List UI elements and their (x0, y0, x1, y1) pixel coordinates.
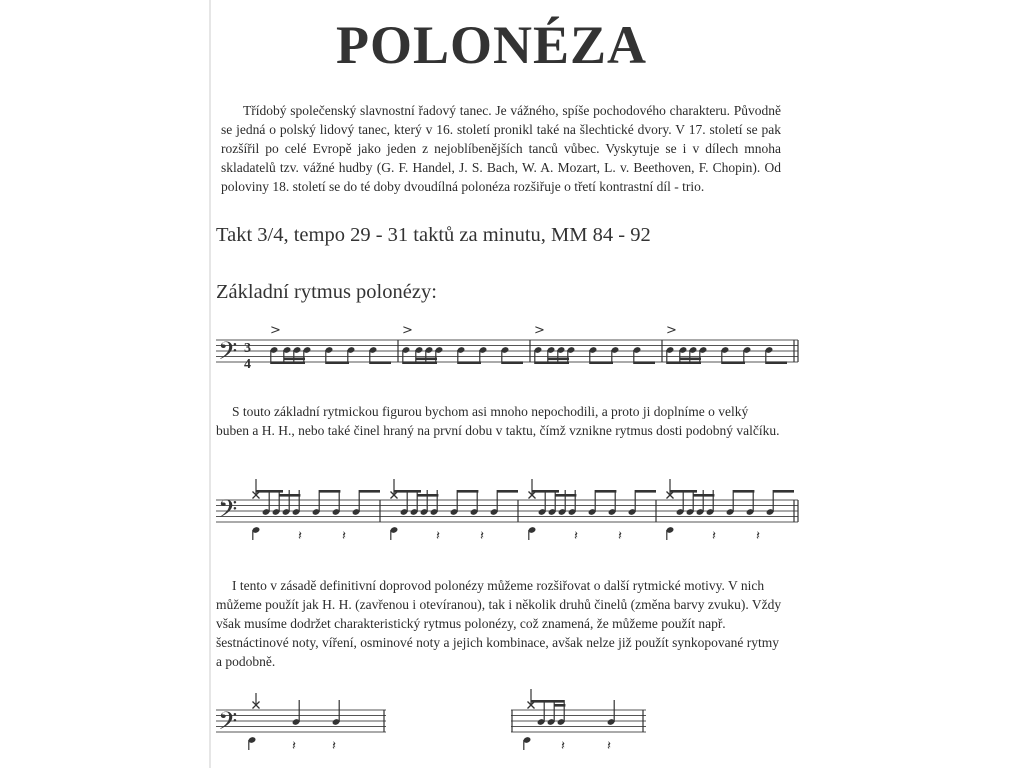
basic-rhythm-staff (216, 322, 806, 382)
time-signature-top: 3 (244, 341, 251, 356)
note-beam (635, 490, 656, 493)
paragraph-variations: I tento v zásadě definitivní doprovod polonézy můžeme rozšiřovat o další rytmické motivy. V nich můžeme použít jak H. H. (zavřenou i otevíranou), tak i několik druhů činelů (změna barvy zvuku). Vždy však musíme dodržet charakteristický rytmus polonézy, což znamená, že můžeme použít např. šestnáctinové noty, víření, osminové noty a jejich kombinace, avšak nelze již použít synkopované rytmy a podobně. (216, 578, 782, 669)
note-beam (555, 494, 576, 497)
accent-mark: > (666, 323, 677, 338)
quarter-rest: 𝄽 (607, 739, 611, 754)
quarter-rest: 𝄽 (298, 529, 302, 544)
quarter-rest: 𝄽 (574, 529, 578, 544)
document-page (211, 0, 1024, 768)
accent-mark: > (270, 323, 281, 338)
left-margin (0, 0, 209, 768)
note-beam (279, 494, 300, 497)
note-beam (458, 361, 481, 364)
note-beam (548, 358, 569, 361)
note-beam (535, 361, 549, 364)
note-beam (370, 361, 391, 364)
bass-clef-icon: 𝄢 (218, 495, 238, 530)
note-beam (773, 490, 794, 493)
note-beam (319, 490, 340, 493)
variation-staff-right (511, 678, 651, 753)
note-beam (284, 358, 305, 361)
quarter-rest: 𝄽 (332, 739, 336, 754)
quarter-rest: 𝄽 (756, 529, 760, 544)
quarter-rest: 𝄽 (618, 529, 622, 544)
note-beam (733, 490, 754, 493)
rhythm-heading: Základní rytmus polonézy: (216, 281, 437, 303)
note-beam (722, 361, 745, 364)
note-beam (416, 358, 437, 361)
note-beam (590, 361, 613, 364)
accent-mark: > (534, 323, 545, 338)
quarter-rest: 𝄽 (561, 739, 565, 754)
note-beam (670, 490, 697, 493)
bass-clef-icon: 𝄢 (218, 337, 238, 372)
note-beam (766, 361, 787, 364)
tempo-line: Takt 3/4, tempo 29 - 31 taktů za minutu, MM 84 - 92 (216, 224, 651, 246)
note-beam (326, 361, 349, 364)
paragraph-bass-drum: S touto základní rytmickou figurou bychom asi mnoho nepochodili, a proto ji doplníme o velký buben a H. H., nebo také činel hraný na první dobu v taktu, čímž vznikne rytmus dosti podobný valčíku. (216, 404, 780, 438)
note-beam (667, 361, 681, 364)
note-beam (271, 361, 285, 364)
note-beam (693, 494, 714, 497)
page-title: POLONÉZA (336, 15, 648, 75)
note-beam (502, 361, 523, 364)
note-beam (394, 490, 421, 493)
note-beam (416, 361, 437, 364)
note-beam (403, 361, 417, 364)
note-beam (548, 361, 569, 364)
note-beam (417, 494, 438, 497)
note-beam (457, 490, 478, 493)
quarter-rest: 𝄽 (480, 529, 484, 544)
accent-mark: > (402, 323, 413, 338)
note-beam (256, 490, 283, 493)
quarter-rest: 𝄽 (342, 529, 346, 544)
bass-clef-icon: 𝄢 (218, 707, 238, 742)
note-beam (359, 490, 380, 493)
time-signature-bottom: 4 (244, 357, 251, 372)
bass-drum-rhythm-staff (216, 478, 806, 548)
variation-staff-left (216, 690, 391, 760)
note-beam (284, 361, 305, 364)
note-beam (532, 490, 559, 493)
note-beam (634, 361, 655, 364)
quarter-rest: 𝄽 (712, 529, 716, 544)
quarter-rest: 𝄽 (292, 739, 296, 754)
note-beam (554, 704, 565, 707)
note-beam (531, 700, 564, 703)
intro-paragraph: Třídobý společenský slavnostní řadový tanec. Je vážného, spíše pochodového charakteru. Původně se jedná o polský lidový tanec, který v 16. století pronikl také na šlechtické dvory. V 17. století se pak rozšířil po celé Evropě jako jeden z nejoblíbenějších tanců vůbec. Vyskytuje se i v dílech mnoha skladatelů tzv. vážné hudby (G. F. Handel, J. S. Bach, W. A. Mozart, L. v. Beethoven, F. Chopin). Od poloviny 18. století se do té doby dvoudílná polonéza rozšiřuje o třetí kontrastní díl - trio. (221, 103, 781, 194)
note-beam (595, 490, 616, 493)
note-beam (497, 490, 518, 493)
note-beam (680, 361, 701, 364)
note-beam (680, 358, 701, 361)
quarter-rest: 𝄽 (436, 529, 440, 544)
